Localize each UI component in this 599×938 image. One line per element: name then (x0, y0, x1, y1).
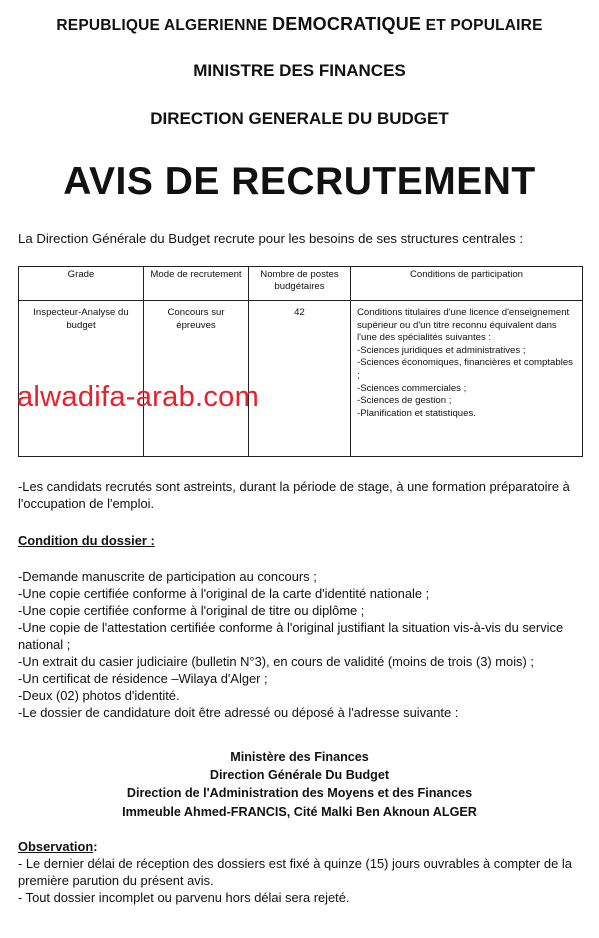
training-paragraph: -Les candidats recrutés sont astreints, durant la période de stage, à une formation préparatoire à l'occupation de l'emploi. (18, 479, 570, 511)
table-header-grade: Grade (19, 267, 144, 301)
address-line: Ministère des Finances (230, 750, 369, 764)
ministry-heading: MINISTRE DES FINANCES (193, 61, 406, 80)
recruitment-table (18, 266, 583, 457)
notice-title: AVIS DE RECRUTEMENT (63, 160, 536, 203)
condition-line: -Planification et statistiques. (357, 407, 476, 419)
direction-heading: DIRECTION GENERALE DU BUDGET (150, 109, 449, 128)
condition-line: -Sciences économiques, financières et comptables ; (357, 357, 573, 381)
list-item: -Une copie certifiée conforme à l'original de la carte d'identité nationale ; (18, 586, 430, 601)
list-item: -Une copie de l'attestation certifiée conforme à l'original justifiant la situation vis-à-vis du service national ; (18, 620, 564, 652)
republic-heading-part-3: ET POPULAIRE (421, 17, 543, 34)
observation-title-text: Observation (18, 839, 94, 854)
list-item: - Le dernier délai de réception des dossiers est fixé à quinze (15) jours ouvrables à compter de la première parution du présent avis. (18, 856, 572, 888)
address-line: Direction Générale Du Budget (209, 768, 390, 783)
cell-grade: Inspecteur-Analyse du budget (19, 301, 144, 457)
list-item: -Deux (02) photos d'identité. (18, 688, 180, 703)
list-item: -Le dossier de candidature doit être adressé ou déposé à l'adresse suivante : (18, 705, 459, 720)
observation-title-suffix: : (93, 839, 98, 854)
condition-line: -Sciences commerciales ; (357, 382, 467, 394)
list-item: -Un certificat de résidence –Wilaya d'Alger ; (18, 671, 268, 686)
condition-line: -Sciences de gestion ; (357, 395, 452, 407)
intro-text: La Direction Générale du Budget recrute pour les besoins de ses structures centrales : (18, 231, 524, 246)
cell-postes: 42 (249, 301, 351, 457)
observation-title (18, 838, 580, 855)
republic-heading-part-1: REPUBLIQUE ALGERIENNE (56, 17, 273, 34)
republic-heading (0, 14, 599, 35)
table-header-row (19, 267, 583, 301)
list-item: - Tout dossier incomplet ou parvenu hors délai sera rejeté. (18, 890, 350, 905)
observation-list (18, 855, 580, 906)
dossier-list (18, 568, 580, 721)
list-item: -Un extrait du casier judiciaire (bulletin N°3), en cours de validité (moins de trois (3) mois) ; (18, 654, 534, 669)
address-line: Direction de l'Administration des Moyens et des Finances (126, 786, 473, 801)
address-block (0, 748, 599, 821)
cell-mode: Concours sur épreuves (144, 301, 249, 457)
site-watermark: alwadifa-arab.com (17, 381, 260, 413)
condition-line: -Sciences juridiques et administratives ; (357, 344, 526, 356)
table-header-postes: Nombre de postes budgétaires (249, 267, 351, 301)
list-item: -Demande manuscrite de participation au concours ; (18, 569, 317, 584)
condition-line: Conditions titulaires d'une licence d'enseignement supérieur ou d'un titre reconnu équivalent dans l'une des spécialités suivantes : (357, 307, 570, 344)
table-header-conditions: Conditions de participation (351, 267, 583, 301)
cell-conditions (351, 301, 583, 457)
table-row (19, 301, 583, 457)
dossier-title: Condition du dossier : (18, 533, 155, 548)
address-line: Immeuble Ahmed-FRANCIS, Cité Malki Ben Aknoun ALGER (122, 804, 477, 819)
republic-heading-part-2: DEMOCRATIQUE (272, 14, 422, 34)
table-header-mode: Mode de recrutement (144, 267, 249, 301)
list-item: -Une copie certifiée conforme à l'original de titre ou diplôme ; (18, 603, 365, 618)
